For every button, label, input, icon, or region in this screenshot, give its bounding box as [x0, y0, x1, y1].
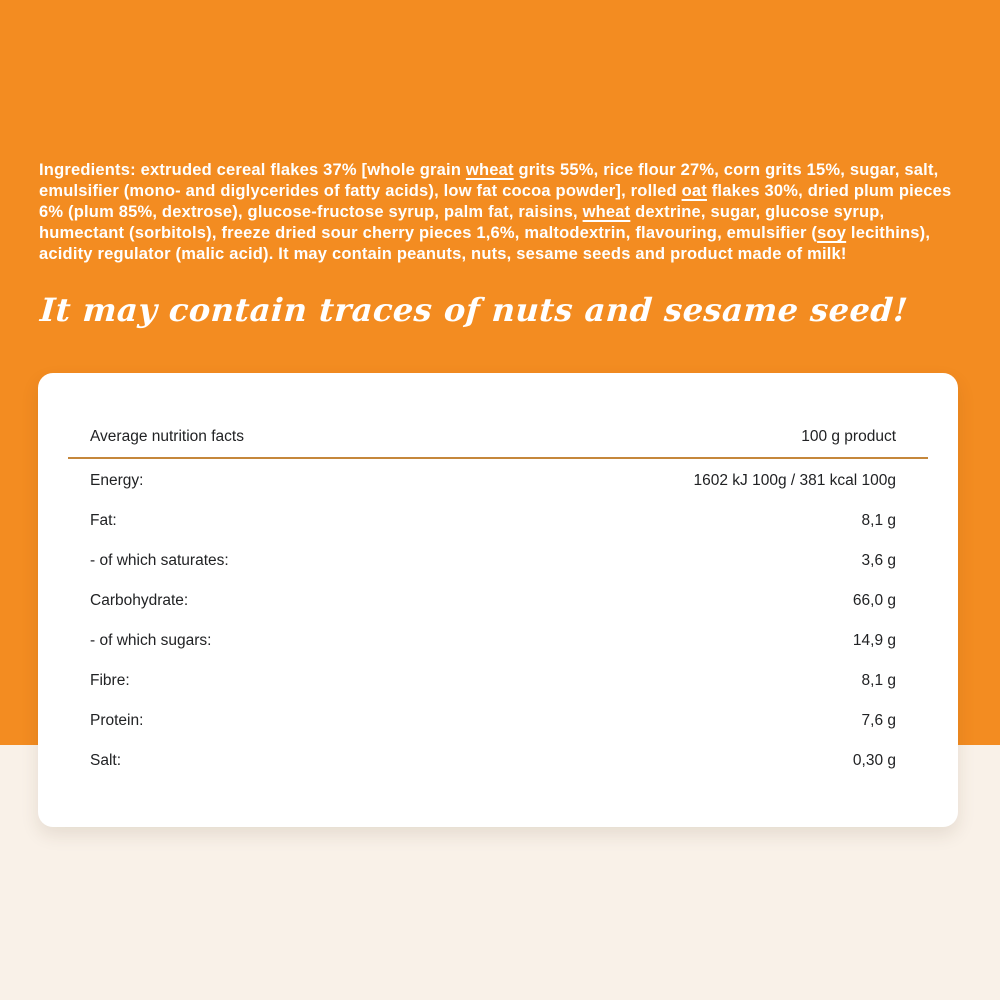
row-label: Energy: — [90, 472, 144, 489]
row-value: 7,6 g — [861, 712, 896, 729]
table-row — [68, 501, 928, 541]
table-row — [68, 461, 928, 501]
row-label: Salt: — [90, 752, 122, 769]
table-row — [68, 581, 928, 621]
nutrition-header-label: Average nutrition facts — [90, 428, 244, 445]
row-value: 3,6 g — [861, 552, 896, 569]
nutrition-header-value: 100 g product — [801, 428, 896, 445]
nutrition-table-header — [68, 428, 928, 459]
table-row — [68, 661, 928, 701]
ingredients-text-segment: flakes 30%, dried plum pieces 6% (plum 85%, dextrose), glucose-fructose syrup, palm fat, raisins, — [39, 182, 952, 221]
row-value: 8,1 g — [861, 512, 896, 529]
table-row — [68, 541, 928, 581]
ingredients-text-segment: Ingredients: extruded cereal flakes 37% [whole grain — [39, 161, 466, 179]
allergen-term: oat — [681, 182, 707, 200]
nutrition-table — [68, 428, 928, 781]
nutrition-rows-container — [68, 461, 928, 781]
ingredients-text-segment: grits 55%, rice flour 27%, corn grits 15%, sugar, salt, emulsifier (mono- and diglycerides of fatty acids), low fat cocoa powder], rolled — [39, 161, 939, 200]
row-label: - of which saturates: — [90, 552, 229, 569]
allergen-term: wheat — [465, 161, 514, 179]
row-label: Fibre: — [90, 672, 130, 689]
row-label: Carbohydrate: — [90, 592, 189, 609]
allergen-note: It may contain traces of nuts and sesame seed! — [39, 291, 910, 329]
ingredients-paragraph — [39, 160, 953, 265]
ingredients-text-segment: dextrine, sugar, glucose syrup, humectant (sorbitols), freeze dried sour cherry pieces 1,6%, maltodextrin, flavouring, emulsifier ( — [39, 203, 885, 242]
table-row — [68, 741, 928, 781]
row-value: 1602 kJ 100g / 381 kcal 100g — [693, 472, 896, 489]
ingredients-text-segment: lecithins), acidity regulator (malic acid). It may contain peanuts, nuts, sesame seeds and product made of milk! — [39, 224, 931, 263]
table-row — [68, 621, 928, 661]
nutrition-facts-card — [38, 373, 958, 827]
row-label: Protein: — [90, 712, 144, 729]
row-value: 0,30 g — [852, 752, 896, 769]
row-value: 66,0 g — [852, 592, 896, 609]
row-value: 14,9 g — [852, 632, 896, 649]
row-label: Fat: — [90, 512, 117, 529]
allergen-term: soy — [817, 224, 847, 242]
table-row — [68, 701, 928, 741]
row-label: - of which sugars: — [90, 632, 212, 649]
allergen-term: wheat — [582, 203, 631, 221]
row-value: 8,1 g — [861, 672, 896, 689]
